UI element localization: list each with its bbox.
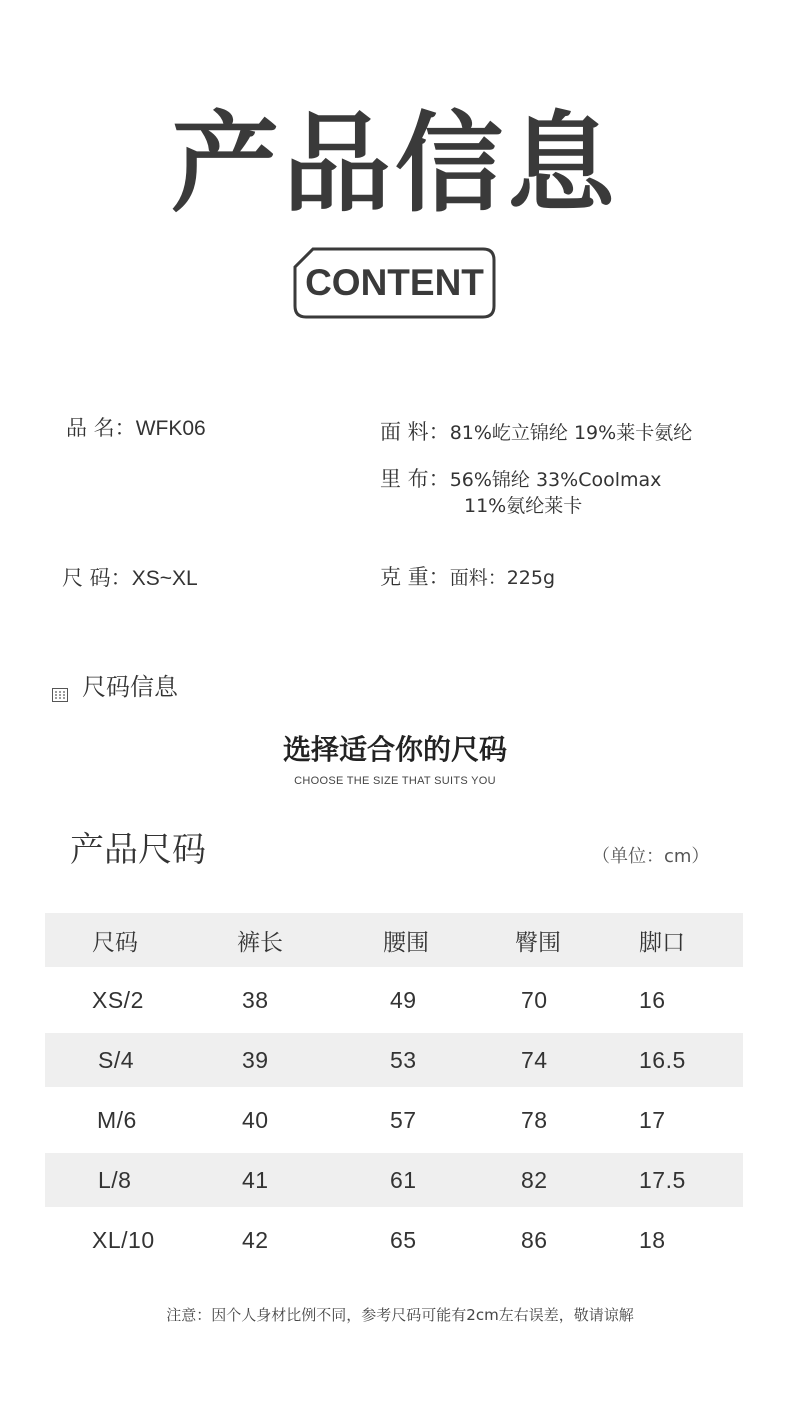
- header-hem: 脚口: [639, 929, 685, 956]
- cell-size: XS/2: [92, 986, 144, 1013]
- fabric-label: 面 料：: [380, 420, 450, 444]
- cell-hip: 74: [521, 1046, 548, 1073]
- cell-waist: 65: [390, 1226, 417, 1253]
- cell-waist: 53: [390, 1046, 417, 1073]
- choose-size-subtitle: CHOOSE THE SIZE THAT SUITS YOU: [294, 775, 496, 787]
- choose-size-title: 选择适合你的尺码: [282, 733, 507, 766]
- table-row: [45, 1207, 743, 1273]
- unit-label: （单位：cm）: [592, 846, 710, 867]
- cell-hip: 70: [521, 986, 548, 1013]
- product-name-row: [66, 414, 206, 443]
- weight-value: 面料：225g: [449, 567, 556, 589]
- cell-hip: 86: [521, 1226, 548, 1253]
- size-range-row: [62, 564, 198, 593]
- cell-hem: 17.5: [639, 1166, 686, 1193]
- cell-length: 39: [242, 1046, 269, 1073]
- fabric-row: [380, 418, 692, 447]
- cell-length: 41: [242, 1166, 269, 1193]
- cell-hem: 16: [639, 986, 666, 1013]
- header-length: 裤长: [237, 929, 283, 956]
- content-badge: [293, 247, 496, 319]
- size-range-value: XS~XL: [131, 567, 198, 590]
- product-name-label: 品 名：: [66, 416, 136, 440]
- cell-size: S/4: [98, 1046, 135, 1073]
- size-info-heading-text: 尺码信息: [82, 673, 178, 701]
- size-range-label: 尺 码：: [62, 566, 132, 590]
- header-waist: 腰围: [383, 929, 429, 956]
- lining-label: 里 布：: [380, 467, 450, 491]
- table-row: [45, 967, 743, 1033]
- cell-hip: 78: [521, 1106, 548, 1133]
- cell-waist: 61: [390, 1166, 417, 1193]
- table-row: [45, 1087, 743, 1153]
- table-row: [45, 1153, 743, 1207]
- lining-row: [380, 465, 661, 494]
- cell-size: M/6: [97, 1106, 137, 1133]
- cell-size: L/8: [98, 1166, 132, 1193]
- fabric-value: 81%屹立锦纶 19%莱卡氨纶: [449, 422, 693, 444]
- cell-length: 40: [242, 1106, 269, 1133]
- cell-waist: 57: [390, 1106, 417, 1133]
- size-table: [45, 913, 743, 1273]
- cell-hem: 16.5: [639, 1046, 686, 1073]
- page-title: 产品信息: [170, 102, 619, 227]
- cell-hem: 17: [639, 1106, 666, 1133]
- cell-length: 42: [242, 1226, 269, 1253]
- cell-size: XL/10: [92, 1226, 155, 1253]
- size-table-title: 产品尺码: [70, 830, 206, 870]
- header-hip: 臀围: [515, 929, 561, 956]
- weight-label: 克 重：: [380, 565, 450, 589]
- cell-waist: 49: [390, 986, 417, 1013]
- size-info-heading: [52, 672, 178, 702]
- badge-label: CONTENT: [305, 262, 484, 303]
- lining-value-line1: 56%锦纶 33%Coolmax: [449, 469, 662, 491]
- grid-icon: [52, 679, 68, 693]
- table-row: [45, 1033, 743, 1087]
- table-header-row: [45, 913, 743, 967]
- cell-hem: 18: [639, 1226, 666, 1253]
- cell-hip: 82: [521, 1166, 548, 1193]
- header-size: 尺码: [92, 929, 138, 956]
- cell-length: 38: [242, 986, 269, 1013]
- disclaimer-note: 注意：因个人身材比例不同，参考尺码可能有2cm左右误差，敬请谅解: [166, 1306, 634, 1324]
- lining-value-line2: 11%氨纶莱卡: [464, 495, 583, 517]
- product-name-value: WFK06: [135, 417, 206, 440]
- weight-row: [380, 563, 555, 592]
